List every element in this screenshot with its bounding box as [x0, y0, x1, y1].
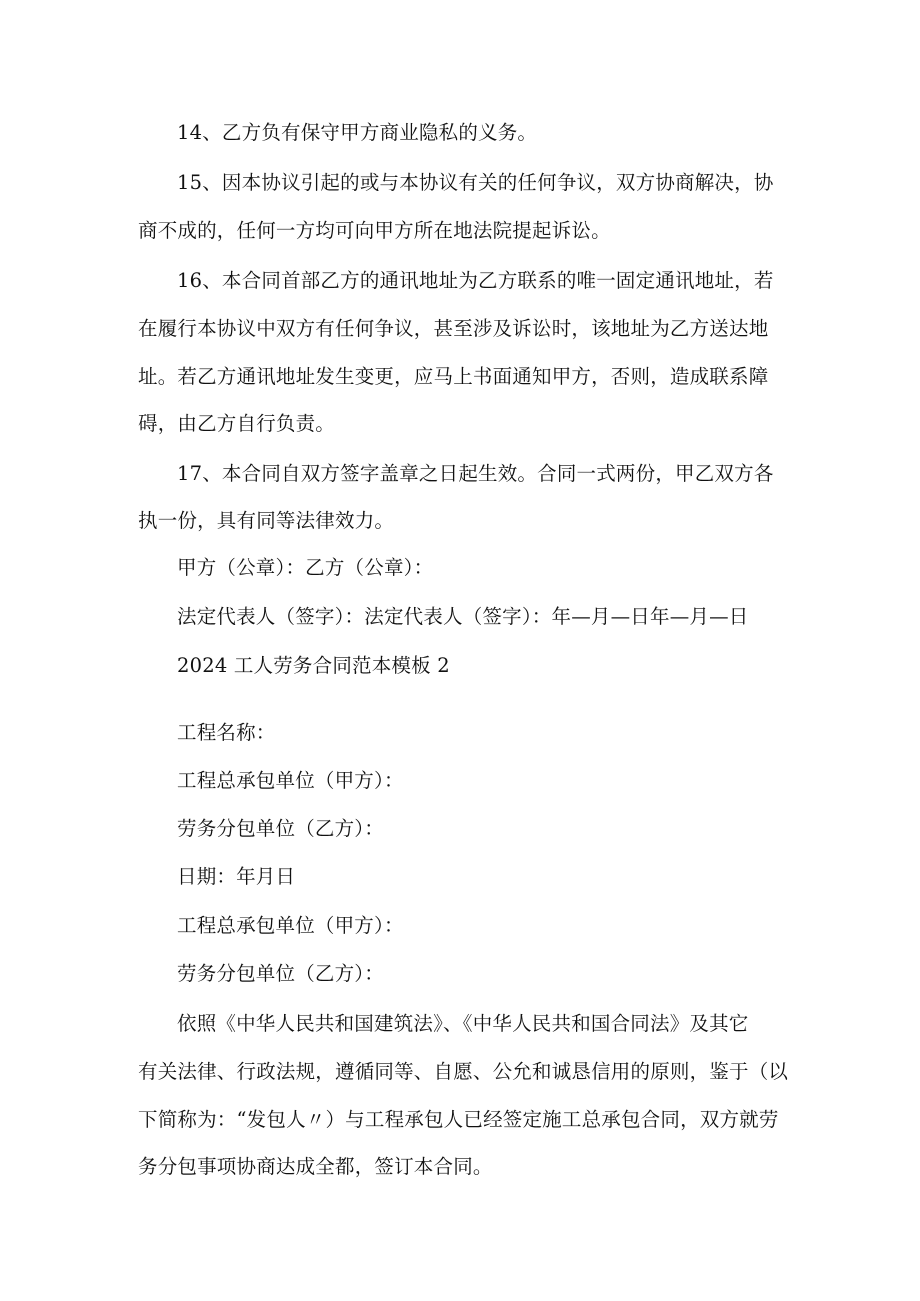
- clause-16-line-2: 在履行本协议中双方有任何争议，甚至涉及诉讼时，该地址为乙方送达地: [138, 317, 769, 340]
- preamble-line-2: 有关法律、行政法规，遵循同等、自愿、公允和诚恳信用的原则，鉴于（以: [138, 1060, 789, 1083]
- labor-subcontractor-field-2: 劳务分包单位（乙方）：: [177, 962, 384, 985]
- project-name-field: 工程名称：: [177, 721, 276, 744]
- section-title: 2024 工人劳务合同范本模板 2: [177, 654, 450, 677]
- date-field: 日期：年月日: [177, 865, 296, 888]
- clause-14: 14、乙方负有保守甲方商业隐私的义务。: [177, 121, 538, 144]
- clause-17-line-2: 执一份，具有同等法律效力。: [138, 509, 395, 532]
- general-contractor-field: 工程总承包单位（甲方）：: [177, 769, 404, 792]
- signature-line: 法定代表人（签字）：法定代表人（签字）：年—月—日年—月—日: [177, 605, 749, 628]
- labor-subcontractor-field: 劳务分包单位（乙方）：: [177, 817, 384, 840]
- clause-16-line-3: 址。若乙方通讯地址发生变更，应马上书面通知甲方，否则，造成联系障: [138, 365, 769, 388]
- clause-16-line-1: 16、本合同首部乙方的通讯地址为乙方联系的唯一固定通讯地址，若: [177, 269, 774, 292]
- preamble-line-3: 下简称为：“发包人〃）与工程承包人已经签定施工总承包合同，双方就劳: [138, 1108, 779, 1131]
- general-contractor-field-2: 工程总承包单位（甲方）：: [177, 914, 404, 937]
- clause-17-line-1: 17、本合同自双方签字盖章之日起生效。合同一式两份，甲乙双方各: [177, 462, 774, 485]
- clause-15-line-1: 15、因本协议引起的或与本协议有关的任何争议，双方协商解决，协: [177, 171, 774, 194]
- clause-15-line-2: 商不成的，任何一方均可向甲方所在地法院提起诉讼。: [138, 219, 611, 242]
- seal-line: 甲方（公章）：乙方（公章）：: [177, 556, 434, 579]
- clause-16-line-4: 碍，由乙方自行负责。: [138, 412, 336, 435]
- preamble-line-4: 务分包事项协商达成全都，签订本合同。: [138, 1155, 493, 1178]
- preamble-line-1: 依照《中华人民共和国建筑法》、《中华人民共和国合同法》及其它: [177, 1012, 749, 1035]
